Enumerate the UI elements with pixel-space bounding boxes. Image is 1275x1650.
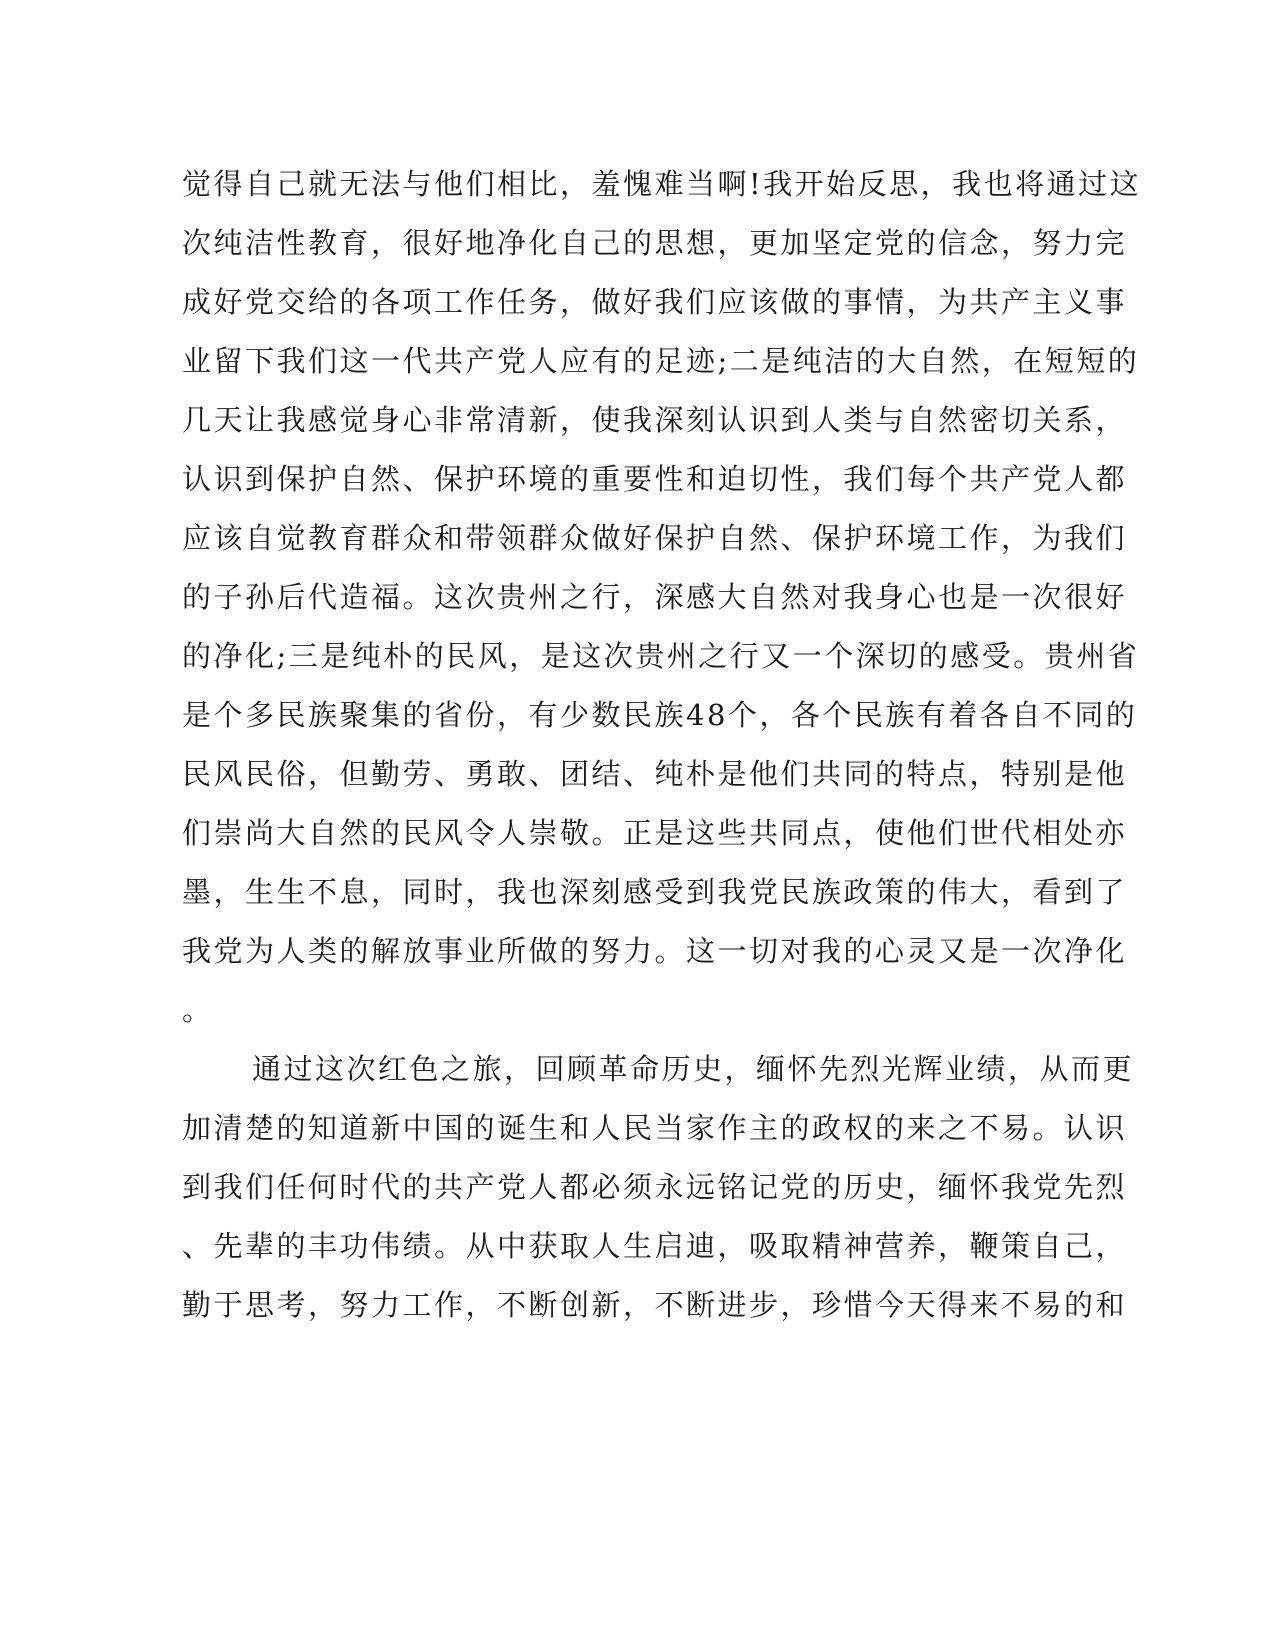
body-text	[182, 155, 1142, 1335]
text-line: 成好党交给的各项工作任务，做好我们应该做的事情，为共产主义事	[182, 285, 1128, 319]
text-line: 业留下我们这一代共产党人应有的足迹;二是纯洁的大自然，在短短的	[182, 344, 1140, 378]
text-line: 勤于思考，努力工作，不断创新，不断进步，珍惜今天得来不易的和	[182, 1288, 1128, 1322]
text-line: 、先辈的丰功伟绩。从中获取人生启迪，吸取精神营养，鞭策自己，	[182, 1229, 1128, 1263]
text-line: 们崇尚大自然的民风令人崇敬。正是这些共同点，使他们世代相处亦	[182, 816, 1128, 850]
text-line: 认识到保护自然、保护环境的重要性和迫切性，我们每个共产党人都	[182, 462, 1128, 496]
text-line: 。	[182, 993, 214, 1027]
text-line: 我党为人类的解放事业所做的努力。这一切对我的心灵又是一次净化	[182, 934, 1128, 968]
paragraph	[182, 155, 1142, 1040]
text-line: 墨，生生不息，同时，我也深刻感受到我党民族政策的伟大，看到了	[182, 875, 1128, 909]
text-line: 的净化;三是纯朴的民风，是这次贵州之行又一个深切的感受。贵州省	[182, 639, 1140, 673]
text-line: 通过这次红色之旅，回顾革命历史，缅怀先烈光辉业绩，从而更	[252, 1052, 1135, 1086]
paragraph	[182, 1040, 1135, 1335]
text-line: 应该自觉教育群众和带领群众做好保护自然、保护环境工作，为我们	[182, 521, 1128, 555]
text-line: 是个多民族聚集的省份，有少数民族48个，各个民族有着各自不同的	[182, 698, 1138, 732]
text-line: 次纯洁性教育，很好地净化自己的思想，更加坚定党的信念，努力完	[182, 226, 1128, 260]
text-line: 民风民俗，但勤劳、勇敢、团结、纯朴是他们共同的特点，特别是他	[182, 757, 1128, 791]
text-line: 到我们任何时代的共产党人都必须永远铭记党的历史，缅怀我党先烈	[182, 1170, 1128, 1204]
text-line: 觉得自己就无法与他们相比，羞愧难当啊!我开始反思，我也将通过这	[182, 167, 1142, 201]
text-line: 加清楚的知道新中国的诞生和人民当家作主的政权的来之不易。认识	[182, 1111, 1128, 1145]
text-line: 的子孙后代造福。这次贵州之行，深感大自然对我身心也是一次很好	[182, 580, 1128, 614]
text-line: 几天让我感觉身心非常清新，使我深刻认识到人类与自然密切关系，	[182, 403, 1128, 437]
